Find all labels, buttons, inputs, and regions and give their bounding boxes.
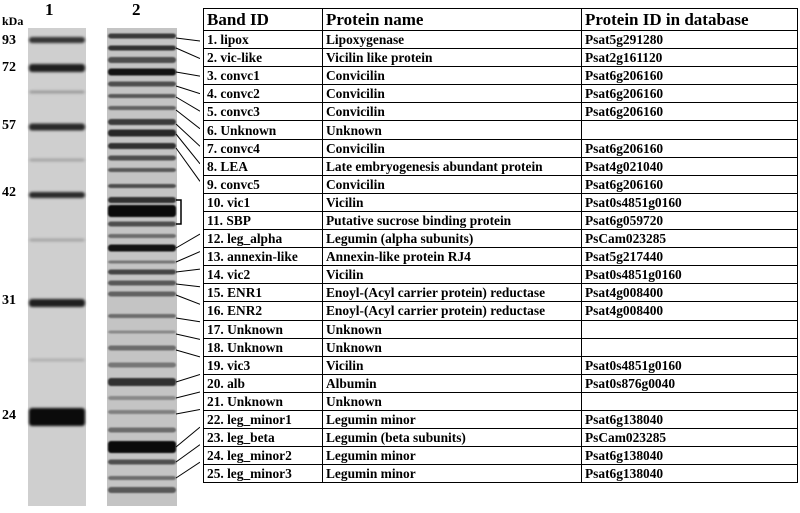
protein-name-cell: Convicilin (323, 103, 582, 121)
band-id-cell: 7. convc4 (204, 139, 323, 157)
band-id-cell: 9. convc5 (204, 175, 323, 193)
protein-name-cell: Legumin (beta subunits) (323, 429, 582, 447)
lane-1-band (29, 299, 85, 307)
leader-line (176, 350, 200, 357)
band-id-cell: 8. LEA (204, 157, 323, 175)
protein-id-cell: Psat4g021040 (582, 157, 798, 175)
band-id-cell: 11. SBP (204, 211, 323, 229)
protein-id-cell (582, 320, 798, 338)
leader-line (176, 427, 200, 447)
protein-name-cell: Enoyl-(Acyl carrier protein) reductase (323, 284, 582, 302)
table-row (204, 175, 798, 193)
band-id-cell: 4. convc2 (204, 85, 323, 103)
lane-2-band (108, 46, 176, 51)
leader-line (176, 284, 200, 287)
protein-id-cell: Psat6g206160 (582, 67, 798, 85)
table-row (204, 465, 798, 483)
protein-name-cell: Convicilin (323, 139, 582, 157)
lane-2-band (108, 460, 176, 465)
lane-2-band (108, 82, 176, 87)
lane-1-band (29, 359, 85, 362)
table-row (204, 302, 798, 320)
protein-id-cell: PsCam023285 (582, 429, 798, 447)
table-row (204, 49, 798, 67)
lane-2-band (108, 156, 176, 161)
gel-panel (0, 0, 200, 508)
lane-2-band (108, 281, 176, 286)
protein-name-cell: Vicilin (323, 356, 582, 374)
band-id-cell: 16. ENR2 (204, 302, 323, 320)
marker-label-93: 93 (2, 33, 16, 48)
lane-2-band (108, 378, 176, 386)
lane-2-band (108, 441, 176, 453)
leader-line (176, 334, 200, 339)
lane-1-band (29, 124, 85, 131)
table-row (204, 374, 798, 392)
lane-2-band (108, 197, 176, 203)
marker-label-42: 42 (2, 185, 16, 200)
gel-image (0, 0, 200, 508)
lane-2-band (108, 292, 176, 297)
table-row (204, 429, 798, 447)
leader-line (176, 86, 200, 94)
protein-id-cell: Psat6g138040 (582, 465, 798, 483)
band-table (203, 8, 798, 483)
protein-name-cell: Vicilin like protein (323, 49, 582, 67)
protein-name-cell: Albumin (323, 374, 582, 392)
table-row (204, 447, 798, 465)
kda-unit-label: kDa (2, 14, 24, 28)
table-body (204, 31, 798, 483)
protein-id-cell: Psat0s876g0040 (582, 374, 798, 392)
leader-line (176, 148, 200, 181)
lane-2-band (108, 143, 176, 149)
protein-id-cell (582, 338, 798, 356)
protein-id-cell: Psat6g206160 (582, 103, 798, 121)
lane-2-band (108, 94, 176, 98)
protein-id-cell: Psat6g059720 (582, 211, 798, 229)
table-row (204, 103, 798, 121)
band-id-cell: 5. convc3 (204, 103, 323, 121)
leader-line (176, 410, 200, 414)
leader-line (176, 252, 200, 262)
lane-2-band (108, 487, 176, 493)
band-id-cell: 21. Unknown (204, 392, 323, 410)
lane-1-background (28, 28, 86, 506)
protein-name-cell: Unknown (323, 320, 582, 338)
band-id-cell: 3. convc1 (204, 67, 323, 85)
lane-2-band (108, 184, 176, 188)
protein-name-cell: Convicilin (323, 175, 582, 193)
leader-line (176, 72, 200, 76)
band-id-cell: 24. leg_minor2 (204, 447, 323, 465)
marker-label-24: 24 (2, 408, 16, 423)
protein-name-cell: Legumin minor (323, 465, 582, 483)
leader-line (176, 38, 200, 41)
protein-id-cell: Psat6g138040 (582, 447, 798, 465)
protein-id-cell: PsCam023285 (582, 230, 798, 248)
lane-1-band (29, 91, 85, 94)
table-row (204, 139, 798, 157)
table-row (204, 392, 798, 410)
lane-2-band (108, 222, 176, 227)
protein-id-cell: Psat2g161120 (582, 49, 798, 67)
protein-name-cell: Unknown (323, 121, 582, 139)
protein-id-cell: Psat0s4851g0160 (582, 193, 798, 211)
band-id-cell: 19. vic3 (204, 356, 323, 374)
lane-2-band (108, 314, 176, 318)
table-row (204, 248, 798, 266)
protein-name-cell: Putative sucrose binding protein (323, 211, 582, 229)
table-row (204, 230, 798, 248)
header-protein-id: Protein ID in database (582, 9, 798, 31)
table-row (204, 284, 798, 302)
band-id-cell: 18. Unknown (204, 338, 323, 356)
lane-2-band (108, 57, 176, 63)
lane-2-band (108, 245, 176, 252)
lane-1-band (29, 37, 85, 43)
table-row (204, 67, 798, 85)
lane-1-band (29, 192, 85, 198)
band-id-cell: 23. leg_beta (204, 429, 323, 447)
table-row (204, 356, 798, 374)
protein-name-cell: Enoyl-(Acyl carrier protein) reductase (323, 302, 582, 320)
protein-name-cell: Vicilin (323, 193, 582, 211)
band-id-cell: 17. Unknown (204, 320, 323, 338)
lane-1-band (29, 64, 85, 72)
lane-2-band (108, 261, 176, 264)
lane-2-band (108, 130, 176, 137)
leader-line (176, 110, 200, 129)
protein-name-cell: Late embryogenesis abundant protein (323, 157, 582, 175)
band-id-cell: 2. vic-like (204, 49, 323, 67)
protein-id-cell: Psat6g138040 (582, 410, 798, 428)
protein-name-cell: Legumin (alpha subunits) (323, 230, 582, 248)
protein-id-cell: Psat6g206160 (582, 139, 798, 157)
band-id-cell: 22. leg_minor1 (204, 410, 323, 428)
table-row (204, 85, 798, 103)
protein-id-cell: Psat6g206160 (582, 175, 798, 193)
band-id-cell: 20. alb (204, 374, 323, 392)
protein-id-cell (582, 392, 798, 410)
table-row (204, 266, 798, 284)
table-row (204, 31, 798, 49)
lane-1-band (29, 408, 85, 426)
leader-line (176, 269, 200, 272)
leader-line (176, 124, 200, 146)
lane-2-band (108, 410, 176, 414)
band-id-cell: 10. vic1 (204, 193, 323, 211)
protein-name-cell: Unknown (323, 392, 582, 410)
lane-label-1: 1 (45, 0, 54, 19)
lane-2-band (108, 476, 176, 480)
protein-id-cell: Psat0s4851g0160 (582, 266, 798, 284)
band-id-cell: 15. ENR1 (204, 284, 323, 302)
protein-id-cell: Psat0s4851g0160 (582, 356, 798, 374)
band-id-cell: 13. annexin-like (204, 248, 323, 266)
lane-2-band (108, 106, 176, 110)
lane-1-band (29, 239, 85, 242)
lane-2-band (108, 119, 176, 125)
protein-id-cell (582, 121, 798, 139)
protein-name-cell: Convicilin (323, 67, 582, 85)
table-row (204, 320, 798, 338)
protein-name-cell: Vicilin (323, 266, 582, 284)
leader-line (176, 97, 200, 111)
protein-name-cell: Unknown (323, 338, 582, 356)
leader-line (176, 234, 200, 248)
lane-2-band (108, 168, 176, 172)
protein-id-cell: Psat5g217440 (582, 248, 798, 266)
lane-2-band (108, 428, 176, 433)
header-protein-name: Protein name (323, 9, 582, 31)
leader-line (176, 48, 200, 59)
table-row (204, 338, 798, 356)
lane-2-band (108, 34, 176, 39)
lane-2-band (108, 331, 176, 334)
leader-line (176, 374, 200, 382)
protein-name-cell: Annexin-like protein RJ4 (323, 248, 582, 266)
lane-2-band (108, 346, 176, 351)
lane-2-band (108, 363, 176, 368)
leader-line (176, 392, 200, 398)
band-id-cell: 1. lipox (204, 31, 323, 49)
band-id-cell: 14. vic2 (204, 266, 323, 284)
table-header-row (204, 9, 798, 31)
marker-label-31: 31 (2, 293, 16, 308)
lane-2-band (108, 396, 176, 400)
table-row (204, 193, 798, 211)
protein-name-cell: Legumin minor (323, 410, 582, 428)
protein-name-cell: Convicilin (323, 85, 582, 103)
lane-2-band (108, 234, 176, 238)
table-row (204, 157, 798, 175)
protein-name-cell: Lipoxygenase (323, 31, 582, 49)
lane-1-band (29, 159, 85, 162)
table-row (204, 211, 798, 229)
band-id-cell: 25. leg_minor3 (204, 465, 323, 483)
leader-line (176, 462, 200, 478)
band-id-cell: 12. leg_alpha (204, 230, 323, 248)
leader-line (176, 318, 200, 322)
protein-id-cell: Psat4g008400 (582, 302, 798, 320)
leader-line (176, 295, 200, 304)
leader-line (176, 445, 200, 462)
lane-2-band (108, 270, 176, 275)
table-row (204, 410, 798, 428)
lane-2-band (108, 69, 176, 76)
band-id-cell: 6. Unknown (204, 121, 323, 139)
protein-id-cell: Psat6g206160 (582, 85, 798, 103)
lane-label-2: 2 (132, 0, 141, 19)
protein-id-cell: Psat5g291280 (582, 31, 798, 49)
header-band-id: Band ID (204, 9, 323, 31)
leader-line (176, 134, 200, 164)
table-row (204, 121, 798, 139)
leader-lines (176, 38, 200, 478)
lane-2-band (108, 205, 176, 217)
protein-id-cell: Psat4g008400 (582, 284, 798, 302)
protein-name-cell: Legumin minor (323, 447, 582, 465)
lane-2-background (107, 28, 177, 506)
marker-label-72: 72 (2, 60, 16, 75)
marker-label-57: 57 (2, 118, 16, 133)
